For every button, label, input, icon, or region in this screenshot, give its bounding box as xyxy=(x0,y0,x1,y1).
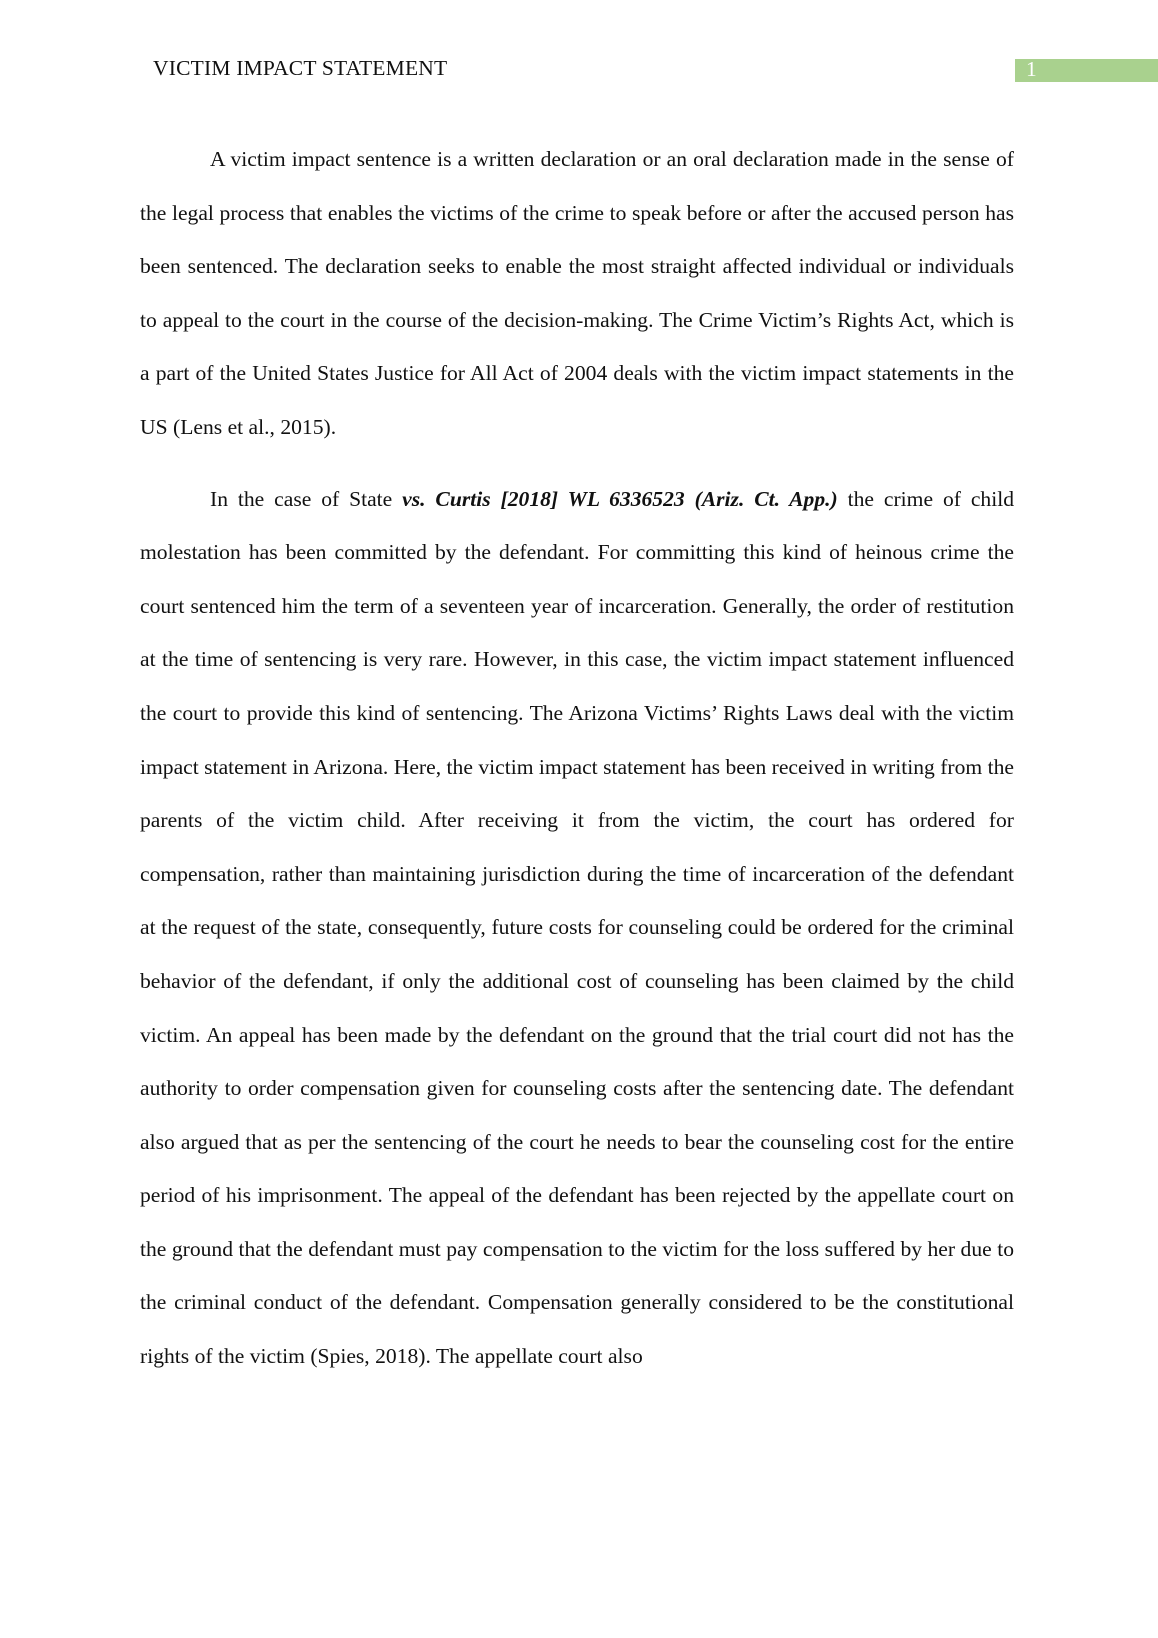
case-citation: vs. Curtis [2018] WL 6336523 (Ariz. Ct. App.) xyxy=(402,486,838,511)
paragraph-case xyxy=(140,473,1014,1384)
paragraph-intro: A victim impact sentence is a written declaration or an oral declaration made in the sense of the legal process that enables the victims of the crime to speak before or after the accused person has been sentenced. The declaration seeks to enable the most straight affected individual or individuals to appeal to the court in the course of the decision-making. The Crime Victim’s Rights Act, which is a part of the United States Justice for All Act of 2004 deals with the victim impact statements in the US (Lens et al., 2015). xyxy=(140,147,1014,439)
running-head: VICTIM IMPACT STATEMENT xyxy=(153,56,448,80)
paragraph-case-lead: In the case of State xyxy=(210,486,403,511)
paragraph-case-rest: the crime of child molestation has been committed by the defendant. For committing this kind of heinous crime the court sentenced him the term of a seventeen year of incarceration. Generally, the order of restitution at the time of sentencing is very rare. However, in this case, the victim impact statement influenced the court to provide this kind of sentencing. The Arizona Victims’ Rights Laws deal with the victim impact statement in Arizona. Here, the victim impact statement has been received in writing from the parents of the victim child. After receiving it from the victim, the court has ordered for compensation, rather than maintaining jurisdiction during the time of incarceration of the defendant at the request of the state, consequently, future costs for counseling could be ordered for the criminal behavior of the defendant, if only the additional cost of counseling has been claimed by the child victim. An appeal has been made by the defendant on the ground that the trial court did not has the authority to order compensation given for counseling costs after the sentencing date. The defendant also argued that as per the sentencing of the court he needs to bear the counseling cost for the entire period of his imprisonment. The appeal of the defendant has been rejected by the appellate court on the ground that the defendant must pay compensation to the victim for the loss suffered by her due to the criminal conduct of the defendant. Compensation generally considered to be the constitutional rights of the victim (Spies, 2018). The appellate court also xyxy=(140,486,1015,1369)
page-number: 1 xyxy=(1026,57,1037,81)
document-body xyxy=(140,133,1014,1384)
